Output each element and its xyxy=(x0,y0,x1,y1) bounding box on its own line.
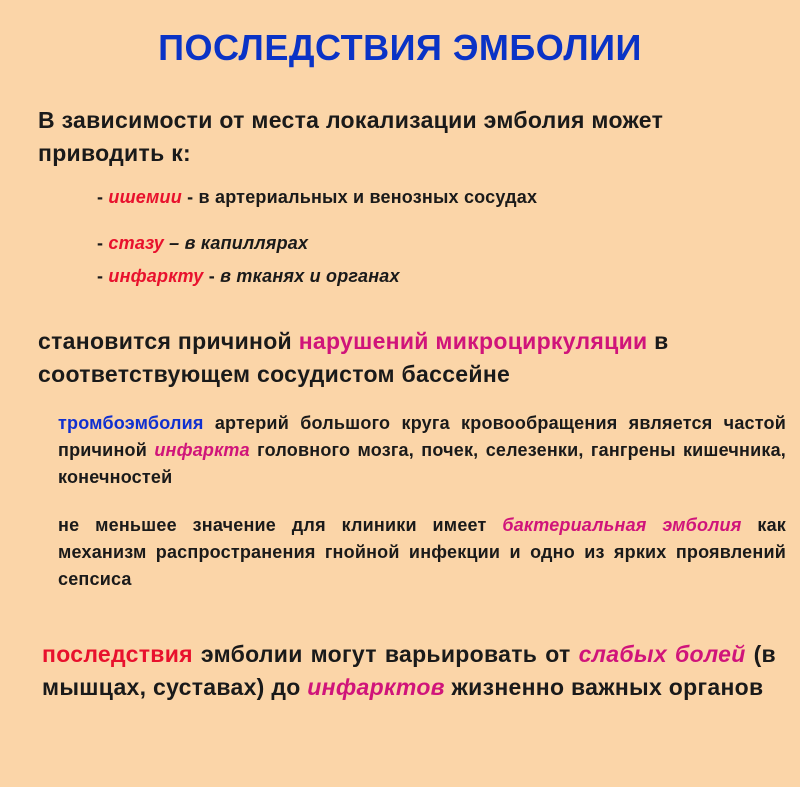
microcirculation-statement: становится причиной нарушений микроциркуляции в соответствующем сосудистом бассейне xyxy=(38,328,669,387)
thromboembolism-term: тромбоэмболия xyxy=(58,413,204,433)
list-item-text: в капиллярах xyxy=(184,233,309,253)
weak-pain-term: слабых болей xyxy=(578,641,746,667)
infarct-highlight: инфаркта xyxy=(154,440,250,460)
list-item-text: в артериальных и венозных сосудах xyxy=(198,187,538,207)
list-item-text: в тканях и органах xyxy=(220,266,400,286)
bacterial-embolism-paragraph: не меньшее значение для клиники имеет бактериальная эмболия как механизм распространения гнойной инфекции и одно из ярких проявлений сепсиса xyxy=(58,515,786,589)
bacterial-embolism-highlight: бактериальная эмболия xyxy=(502,515,742,535)
list-item-term: ишемии xyxy=(108,187,182,207)
list-item-infarct: - инфаркту - в тканях и органах xyxy=(97,266,400,286)
conclusion-paragraph: последствия эмболии могут варьировать от слабых болей (в мышцах, суставах) до инфарктов жизненно важных органов xyxy=(42,641,776,700)
consequences-term: последствия xyxy=(42,641,193,667)
list-item-stasis: - стазу – в капиллярах xyxy=(97,233,309,253)
infarcts-term: инфарктов xyxy=(307,674,445,700)
list-item-term: инфаркту xyxy=(108,266,204,286)
list-item-term: стазу xyxy=(108,233,164,253)
page-title: ПОСЛЕДСТВИЯ ЭМБОЛИИ xyxy=(158,27,642,68)
list-item-ischemia: - ишемии - в артериальных и венозных сосудах xyxy=(97,187,538,207)
microcirculation-highlight: нарушений микроциркуляции xyxy=(298,328,648,354)
intro-text: В зависимости от места локализации эмболия может приводить к: xyxy=(38,107,664,166)
thromboembolism-paragraph: тромбоэмболия артерий большого круга кровообращения является частой причиной инфаркта головного мозга, почек, селезенки, гангрены кишечника, конечностей xyxy=(58,413,787,487)
